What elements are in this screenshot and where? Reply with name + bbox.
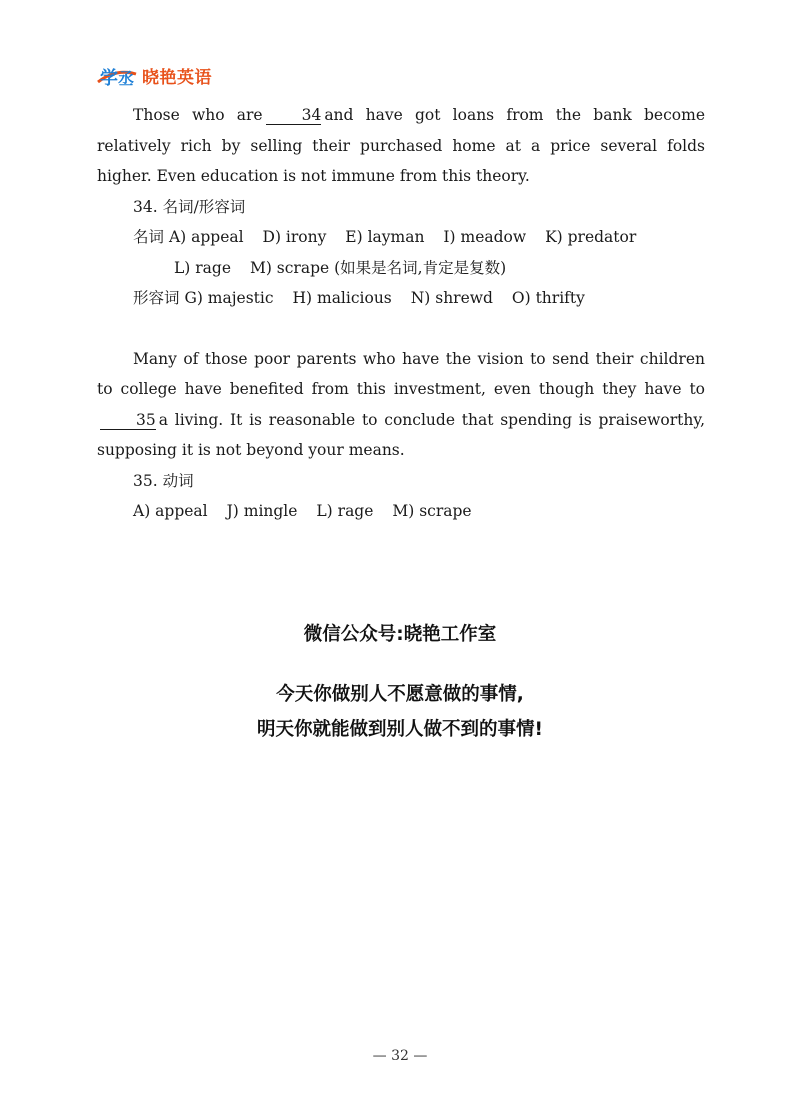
option-l-rage: L) rage (174, 258, 232, 277)
option-k-predator: K) predator (545, 228, 637, 246)
option-o-thrifty: O) thrifty (511, 289, 585, 307)
wechat-account: 微信公众号:晓艳工作室 (303, 624, 497, 645)
q34-noun-options (97, 222, 705, 253)
option-g-majestic: G) majestic (184, 289, 274, 307)
q35-options (97, 496, 705, 527)
option-l-rage-35: L) rage (316, 502, 374, 520)
para1-after: and have got loans from the bank become relatively rich by selling their purchased home at a price several folds higher. Even education is not immune from this theory. (97, 106, 705, 185)
motto-line-2: 明天你就能做到别人做不到的事情! (257, 719, 543, 740)
spacer (97, 314, 705, 344)
brand-logo (96, 62, 212, 88)
logo-text: 晓艳英语 (142, 67, 212, 88)
svg-text:丞: 丞 (118, 69, 135, 88)
option-e-layman: E) layman (345, 228, 425, 246)
passage-paragraph-35 (97, 344, 705, 466)
q35-label: 35. 动词 (133, 471, 194, 490)
para2-before: Many of those poor parents who have the vision to send their children to college have benefited from this investment, even though they have to (97, 349, 705, 398)
blank-35: 35 (100, 411, 156, 430)
q34-adj-options (97, 283, 705, 314)
para1-before: Those who are (133, 106, 263, 124)
option-h-malicious: H) malicious (292, 289, 392, 307)
option-i-meadow: I) meadow (443, 228, 527, 246)
logo-mark-icon (96, 62, 138, 88)
document-body (97, 100, 705, 527)
motto-line-1: 今天你做别人不愿意做的事情, (276, 684, 524, 705)
option-a-appeal: A) appeal (168, 228, 244, 246)
option-m-scrape: M) scrape (如果是名词,肯定是复数) (249, 258, 507, 277)
option-a-appeal-35: A) appeal (133, 502, 208, 520)
para2-after: a living. It is reasonable to conclude that spending is praiseworthy, supposing it is not beyond your means. (97, 410, 705, 459)
passage-paragraph-34 (97, 100, 705, 192)
option-n-shrewd: N) shrewd (410, 289, 493, 307)
adj-label: 形容词 (133, 289, 180, 307)
noun-label: 名词 (133, 228, 165, 246)
page-number: — 32 — (372, 1048, 428, 1064)
logo-mark-glyph: 学 (100, 68, 118, 88)
blank-34: 34 (266, 106, 322, 125)
option-j-mingle: J) mingle (226, 502, 298, 520)
q34-noun-options-2 (97, 253, 705, 284)
option-m-scrape-35: M) scrape (392, 502, 472, 520)
option-d-irony: D) irony (262, 228, 327, 246)
q34-label: 34. 名词/形容词 (133, 197, 246, 216)
